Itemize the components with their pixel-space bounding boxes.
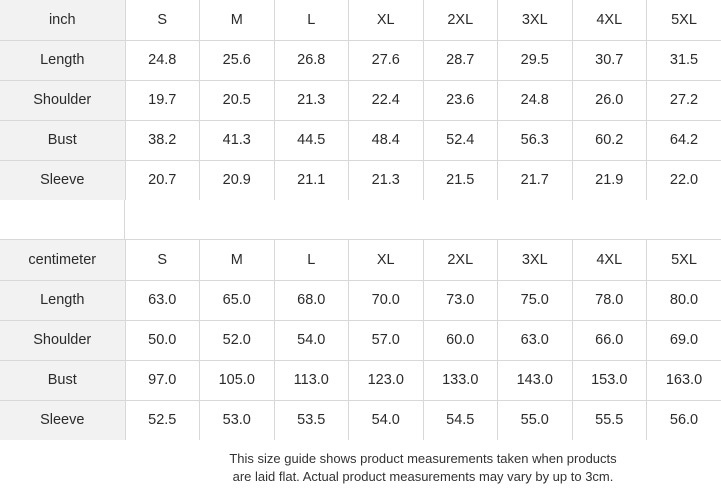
table-separator bbox=[0, 200, 721, 240]
table-cell: 27.6 bbox=[349, 40, 424, 80]
column-header-size: 3XL bbox=[498, 240, 573, 280]
table-cell: 38.2 bbox=[125, 120, 200, 160]
table-cell: 21.3 bbox=[274, 80, 349, 120]
table-cell: 44.5 bbox=[274, 120, 349, 160]
table-row bbox=[0, 320, 721, 360]
table-cell: 80.0 bbox=[647, 280, 721, 320]
unit-label-inch: inch bbox=[0, 0, 125, 40]
table-cell: 21.1 bbox=[274, 160, 349, 200]
size-guide-note-line-2: are laid flat. Actual product measurements may vary by up to 3cm. bbox=[232, 469, 614, 484]
table-cell: 26.0 bbox=[572, 80, 647, 120]
column-header-size: 5XL bbox=[647, 0, 721, 40]
table-cell: 70.0 bbox=[349, 280, 424, 320]
table-cell: 75.0 bbox=[498, 280, 573, 320]
table-cell: 60.0 bbox=[423, 320, 498, 360]
size-table-inch bbox=[0, 0, 721, 200]
table-cell: 52.0 bbox=[200, 320, 275, 360]
table-cell: 25.6 bbox=[200, 40, 275, 80]
column-header-size: 3XL bbox=[498, 0, 573, 40]
unit-label-centimeter: centimeter bbox=[0, 240, 125, 280]
column-header-size: XL bbox=[349, 0, 424, 40]
column-header-size: S bbox=[125, 0, 200, 40]
column-header-size: XL bbox=[349, 240, 424, 280]
table-cell: 153.0 bbox=[572, 360, 647, 400]
table-cell: 105.0 bbox=[200, 360, 275, 400]
table-cell: 24.8 bbox=[125, 40, 200, 80]
column-header-size: 2XL bbox=[423, 0, 498, 40]
table-row bbox=[0, 120, 721, 160]
column-header-size: 4XL bbox=[572, 240, 647, 280]
table-cell: 53.5 bbox=[274, 400, 349, 440]
row-label: Shoulder bbox=[0, 320, 125, 360]
table-cell: 54.0 bbox=[349, 400, 424, 440]
table-row bbox=[0, 280, 721, 320]
table-cell: 53.0 bbox=[200, 400, 275, 440]
table-row bbox=[0, 40, 721, 80]
table-cell: 29.5 bbox=[498, 40, 573, 80]
row-label: Shoulder bbox=[0, 80, 125, 120]
table-cell: 22.4 bbox=[349, 80, 424, 120]
row-label: Bust bbox=[0, 360, 125, 400]
table-cell: 21.5 bbox=[423, 160, 498, 200]
table-cell: 113.0 bbox=[274, 360, 349, 400]
table-cell: 57.0 bbox=[349, 320, 424, 360]
table-cell: 23.6 bbox=[423, 80, 498, 120]
table-separator-label-cell bbox=[0, 200, 125, 239]
column-header-size: M bbox=[200, 0, 275, 40]
table-cell: 97.0 bbox=[125, 360, 200, 400]
table-row bbox=[0, 400, 721, 440]
table-cell: 63.0 bbox=[498, 320, 573, 360]
table-cell: 19.7 bbox=[125, 80, 200, 120]
table-cell: 22.0 bbox=[669, 172, 699, 189]
column-header-size: L bbox=[274, 0, 349, 40]
table-cell: 64.2 bbox=[647, 120, 721, 160]
table-header-row bbox=[0, 0, 721, 40]
table-cell: 50.0 bbox=[125, 320, 200, 360]
column-header-size: 2XL bbox=[423, 240, 498, 280]
column-header-size: M bbox=[200, 240, 275, 280]
column-header-size: 5XL bbox=[647, 240, 721, 280]
table-cell: 66.0 bbox=[572, 320, 647, 360]
table-cell: 65.0 bbox=[200, 280, 275, 320]
table-cell: 24.8 bbox=[498, 80, 573, 120]
table-cell: 68.0 bbox=[274, 280, 349, 320]
table-cell: 52.5 bbox=[125, 400, 200, 440]
table-cell: 52.4 bbox=[423, 120, 498, 160]
table-cell: 20.5 bbox=[200, 80, 275, 120]
size-guide-note bbox=[0, 440, 721, 486]
column-header-size: L bbox=[274, 240, 349, 280]
row-label: Length bbox=[0, 280, 125, 320]
table-cell: 55.0 bbox=[498, 400, 573, 440]
row-label: Bust bbox=[0, 120, 125, 160]
table-cell: 60.2 bbox=[572, 120, 647, 160]
table-row bbox=[0, 160, 721, 200]
table-cell: 63.0 bbox=[125, 280, 200, 320]
size-guide-note-line-1: This size guide shows product measurements taken when products bbox=[229, 451, 617, 466]
row-label: Sleeve bbox=[0, 400, 125, 440]
table-cell: 78.0 bbox=[572, 280, 647, 320]
size-table-centimeter bbox=[0, 240, 721, 440]
table-cell: 69.0 bbox=[647, 320, 721, 360]
table-cell: 27.2 bbox=[647, 80, 721, 120]
table-cell: 20.9 bbox=[200, 160, 275, 200]
table-cell: 48.4 bbox=[349, 120, 424, 160]
table-cell: 21.9 bbox=[572, 160, 647, 200]
table-cell: 55.5 bbox=[572, 400, 647, 440]
row-label: Length bbox=[0, 40, 125, 80]
table-cell: 143.0 bbox=[498, 360, 573, 400]
table-cell: 163.0 bbox=[647, 360, 721, 400]
column-header-size: 4XL bbox=[572, 0, 647, 40]
table-cell: 31.5 bbox=[647, 40, 721, 80]
table-cell: 20.7 bbox=[125, 160, 200, 200]
table-cell: 54.0 bbox=[274, 320, 349, 360]
table-cell: 26.8 bbox=[274, 40, 349, 80]
table-cell: 73.0 bbox=[423, 280, 498, 320]
table-row bbox=[0, 360, 721, 400]
table-cell: 54.5 bbox=[423, 400, 498, 440]
table-cell: 123.0 bbox=[349, 360, 424, 400]
row-label: Sleeve bbox=[0, 160, 125, 200]
table-cell: 28.7 bbox=[423, 40, 498, 80]
table-cell: 21.3 bbox=[349, 160, 424, 200]
table-row bbox=[0, 80, 721, 120]
table-cell: 41.3 bbox=[200, 120, 275, 160]
table-cell: 56.3 bbox=[498, 120, 573, 160]
table-cell: 56.0 bbox=[669, 412, 699, 429]
table-cell: 21.7 bbox=[498, 160, 573, 200]
table-separator-body bbox=[125, 200, 721, 239]
column-header-size: S bbox=[125, 240, 200, 280]
table-header-row bbox=[0, 240, 721, 280]
table-cell: 30.7 bbox=[572, 40, 647, 80]
table-cell: 133.0 bbox=[423, 360, 498, 400]
